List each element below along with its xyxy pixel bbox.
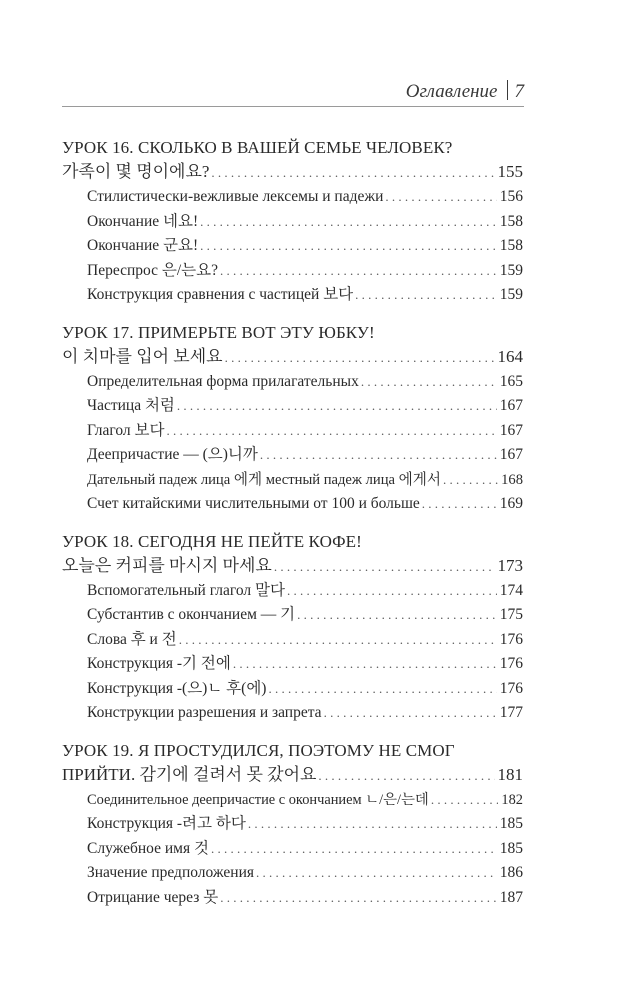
entry-label: Конструкция -려고 하다 xyxy=(87,815,246,832)
entry-page: 173 xyxy=(497,555,523,575)
entry-page: 181 xyxy=(497,764,523,784)
entry-page: 158 xyxy=(499,237,523,254)
entry-label: Частица 처럼 xyxy=(87,397,175,414)
entry-label: Конструкция сравнения с частицей 보다 xyxy=(87,286,354,303)
dot-leader xyxy=(220,886,497,911)
toc-entry-main[interactable] xyxy=(62,554,523,579)
entry-page: 167 xyxy=(499,446,523,463)
entry-label: Соединительное деепричастие с окончанием ㄴ/은/는데 xyxy=(87,791,429,808)
entry-page: 176 xyxy=(499,655,523,672)
entry-page: 159 xyxy=(499,286,523,303)
running-head xyxy=(62,78,524,107)
entry-page: 167 xyxy=(499,397,523,414)
separator-bar xyxy=(507,80,508,100)
toc-entry[interactable] xyxy=(62,652,523,677)
lesson-16 xyxy=(62,136,523,308)
entry-label: Деепричастие — (으)니까 xyxy=(87,446,258,463)
lesson-title: УРОК 17. ПРИМЕРЬТЕ ВОТ ЭТУ ЮБКУ! xyxy=(62,322,375,342)
lesson-17 xyxy=(62,321,523,517)
toc-entry-main[interactable] xyxy=(62,763,523,788)
entry-label: ПРИЙТИ. 감기에 걸려서 못 갔어요 xyxy=(62,764,317,784)
entry-label: Отрицание через 못 xyxy=(87,888,219,906)
entry-label: Субстантив с окончанием — 기 xyxy=(87,606,296,623)
entry-label: Конструкция -기 전에 xyxy=(87,655,231,672)
lesson-title: УРОК 16. СКОЛЬКО В ВАШЕЙ СЕМЬЕ ЧЕЛОВЕК? xyxy=(62,138,453,157)
dot-leader xyxy=(211,161,494,185)
entry-page: 176 xyxy=(499,630,523,648)
toc-entry[interactable] xyxy=(62,861,523,886)
dot-leader xyxy=(233,652,497,677)
entry-page: 159 xyxy=(499,261,523,279)
entry-label: Окончание 군요! xyxy=(87,237,199,254)
lesson-18 xyxy=(62,530,523,726)
dot-leader xyxy=(274,555,495,579)
entry-label: Значение предположения xyxy=(87,864,254,881)
entry-page: 168 xyxy=(501,471,523,488)
toc-entry[interactable] xyxy=(62,370,523,395)
dot-leader xyxy=(177,394,497,419)
entry-label: Счет китайскими числительными от 100 и больше xyxy=(87,495,420,512)
entry-page: 164 xyxy=(497,346,523,366)
toc-entry[interactable] xyxy=(62,812,523,837)
entry-label: Слова 후 и 전 xyxy=(87,630,177,648)
entry-label: Вспомогательный глагол 말다 xyxy=(87,581,285,599)
entry-page: 174 xyxy=(499,581,523,599)
dot-leader xyxy=(324,701,497,726)
entry-label: Служебное имя 것 xyxy=(87,839,209,857)
entry-label: 이 치마를 입어 보세요 xyxy=(62,346,223,366)
dot-leader xyxy=(443,468,498,493)
toc-entry[interactable] xyxy=(62,579,523,604)
toc-entry[interactable] xyxy=(62,419,523,444)
toc-entry[interactable] xyxy=(62,443,523,468)
dot-leader xyxy=(318,764,494,788)
entry-page: 177 xyxy=(499,704,523,721)
entry-page: 185 xyxy=(499,815,523,832)
entry-label: Глагол 보다 xyxy=(87,421,165,439)
entry-page: 186 xyxy=(499,864,523,881)
dot-leader xyxy=(422,492,497,517)
entry-page: 165 xyxy=(499,372,523,390)
entry-page: 187 xyxy=(499,888,523,906)
dot-leader xyxy=(260,443,497,468)
dot-leader xyxy=(385,185,496,210)
dot-leader xyxy=(248,812,497,837)
toc-entry[interactable] xyxy=(62,677,523,702)
entry-label: Дательный падеж лица 에게 местный падеж лица 에게서 xyxy=(87,471,441,488)
toc-entry[interactable] xyxy=(62,468,523,493)
dot-leader xyxy=(355,283,497,308)
toc-entry[interactable] xyxy=(62,837,523,862)
dot-leader xyxy=(256,861,497,886)
toc-entry[interactable] xyxy=(62,628,523,653)
dot-leader xyxy=(361,370,497,395)
entry-page: 182 xyxy=(501,791,523,808)
toc-entry[interactable] xyxy=(62,603,523,628)
entry-page: 167 xyxy=(499,421,523,439)
toc-entry-main[interactable] xyxy=(62,345,523,370)
toc-entry[interactable] xyxy=(62,701,523,726)
lesson-title: УРОК 19. Я ПРОСТУДИЛСЯ, ПОЭТОМУ НЕ СМОГ xyxy=(62,740,455,760)
dot-leader xyxy=(431,788,499,813)
dot-leader xyxy=(225,346,495,370)
entry-page: 185 xyxy=(499,839,523,857)
dot-leader xyxy=(268,677,496,702)
entry-label: Конструкции разрешения и запрета xyxy=(87,704,322,721)
toc-entry[interactable] xyxy=(62,283,523,308)
toc-entry-main[interactable] xyxy=(62,160,523,185)
entry-label: 오늘은 커피를 마시지 마세요 xyxy=(62,555,272,575)
entry-page: 158 xyxy=(499,212,523,230)
toc-entry[interactable] xyxy=(62,234,523,259)
toc-entry[interactable] xyxy=(62,492,523,517)
entry-page: 156 xyxy=(499,188,523,205)
entry-label: Стилистически-вежливые лексемы и падежи xyxy=(87,188,384,205)
lesson-title: УРОК 18. СЕГОДНЯ НЕ ПЕЙТЕ КОФЕ! xyxy=(62,531,362,551)
dot-leader xyxy=(200,234,497,259)
entry-label: Определительная форма прилагательных xyxy=(87,372,359,390)
toc-entry[interactable] xyxy=(62,394,523,419)
dot-leader xyxy=(287,579,497,604)
section-title: Оглавление xyxy=(405,81,498,102)
dot-leader xyxy=(166,419,496,444)
dot-leader xyxy=(211,837,497,862)
entry-label: 가족이 몇 명이에요? xyxy=(62,162,210,181)
entry-page: 155 xyxy=(497,162,523,181)
dot-leader xyxy=(297,603,497,628)
entry-label: Окончание 네요! xyxy=(87,212,199,230)
table-of-contents xyxy=(62,136,523,923)
toc-entry[interactable] xyxy=(62,886,523,911)
entry-label: Переспрос 은/는요? xyxy=(87,261,219,279)
toc-entry[interactable] xyxy=(62,788,523,813)
dot-leader xyxy=(220,259,497,284)
dot-leader xyxy=(179,628,497,653)
toc-entry[interactable] xyxy=(62,185,523,210)
entry-page: 175 xyxy=(499,606,523,623)
toc-entry[interactable] xyxy=(62,210,523,235)
entry-page: 176 xyxy=(499,679,523,697)
toc-entry[interactable] xyxy=(62,259,523,284)
dot-leader xyxy=(200,210,497,235)
entry-label: Конструкция -(으)ㄴ 후(에) xyxy=(87,679,267,697)
running-head-content xyxy=(406,80,524,103)
entry-page: 169 xyxy=(499,495,523,512)
page-number: 7 xyxy=(514,81,524,102)
lesson-19 xyxy=(62,739,523,911)
